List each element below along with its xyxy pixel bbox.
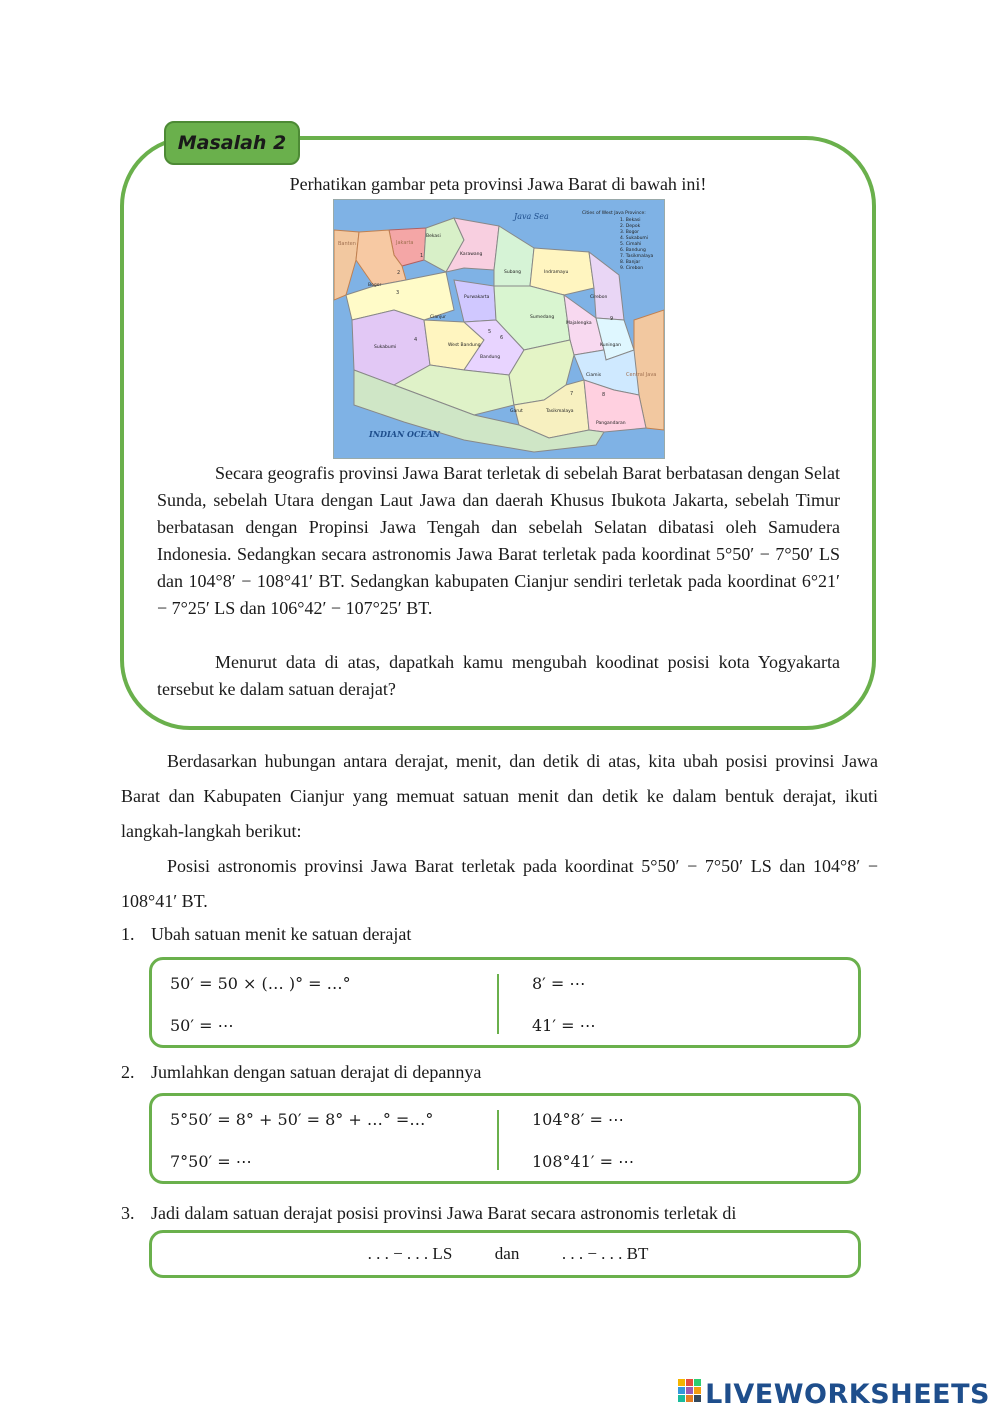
- answer-bt[interactable]: . . . − . . . BT: [561, 1244, 649, 1263]
- map-legend-title: Cities of West Java Province:: [582, 211, 646, 216]
- map-svg: [334, 200, 664, 458]
- svg-text:Jakarta: Jakarta: [396, 240, 414, 246]
- step-2-divider: [497, 1110, 499, 1170]
- body-paragraph-1: Berdasarkan hubungan antara derajat, menit, dan detik di atas, kita ubah posisi provinsi Jawa Barat dan Kabupaten Cianjur yang memuat satuan menit dan detik ke dalam bentuk derajat, ikuti langkah-langkah berikut:: [121, 751, 878, 841]
- svg-text:6. Bandung: 6. Bandung: [620, 248, 646, 253]
- svg-text:5. Cimahi: 5. Cimahi: [620, 242, 642, 247]
- logo-icon: [678, 1379, 702, 1410]
- svg-text:9. Cirebon: 9. Cirebon: [620, 266, 644, 271]
- step-2-left-line-2[interactable]: 7°50′ = ⋯: [170, 1152, 252, 1171]
- step-1-left-line-2[interactable]: 50′ = ⋯: [170, 1016, 234, 1035]
- step-1-answer-box[interactable]: [149, 957, 861, 1048]
- map-java-sea: Java Sea: [514, 212, 549, 221]
- brand-name: LIVEWORKSHEETS: [705, 1379, 990, 1410]
- svg-text:Sumedang: Sumedang: [530, 315, 555, 320]
- svg-text:Purwakarta: Purwakarta: [464, 295, 490, 300]
- step-2-right-line-1[interactable]: 104°8′ = ⋯: [532, 1110, 624, 1129]
- svg-text:8. Banjar: 8. Banjar: [620, 260, 641, 265]
- svg-text:4: 4: [414, 337, 418, 343]
- svg-text:Indramayu: Indramayu: [544, 270, 569, 275]
- svg-text:Bekasi: Bekasi: [426, 234, 441, 239]
- svg-text:Cirebon: Cirebon: [590, 295, 608, 300]
- svg-text:7: 7: [570, 391, 574, 397]
- answer-ls[interactable]: . . . − . . . LS: [367, 1244, 453, 1263]
- masalah-tab: [164, 121, 300, 165]
- svg-text:1. Bekasi: 1. Bekasi: [620, 218, 641, 223]
- step-2-right-line-2[interactable]: 108°41′ = ⋯: [532, 1152, 635, 1171]
- step-2-left-line-1[interactable]: 5°50′ = 8° + 50′ = 8° + …° =…°: [170, 1110, 434, 1129]
- svg-text:Ciamis: Ciamis: [586, 373, 602, 378]
- svg-text:Garut: Garut: [510, 409, 523, 414]
- masalah-paragraph-1: Secara geografis provinsi Jawa Barat terletak di sebelah Barat berbatasan dengan Selat Sunda, sebelah Utara dengan Laut Jawa dan daerah Khusus Ibukota Jakarta, sebelah Timur berbatasan dengan Propinsi Jawa Tengah dan sebelah Selatan dibatasi oleh Samudera Indonesia. Sedangkan secara astronomis Jawa Barat terletak pada koordinat 5°50′ − 7°50′ LS dan 104°8′ − 108°41′ BT. Sedangkan kabupaten Cianjur sendiri terletak pada koordinat 6°21′ − 7°25′ LS dan 106°42′ − 107°25′ BT.: [157, 463, 840, 618]
- svg-text:7. Tasikmalaya: 7. Tasikmalaya: [620, 254, 654, 259]
- masalah-paragraph-2: Menurut data di atas, dapatkah kamu mengubah koodinat posisi kota Yogyakarta tersebut ke dalam satuan derajat?: [157, 652, 840, 699]
- svg-text:Bandung: Bandung: [480, 355, 501, 360]
- svg-text:2. Depok: 2. Depok: [620, 224, 641, 229]
- svg-text:Karawang: Karawang: [460, 252, 483, 257]
- step-1-heading: 1. Ubah satuan menit ke satuan derajat: [121, 924, 412, 944]
- svg-text:Majalengka: Majalengka: [566, 321, 592, 326]
- svg-text:Subang: Subang: [504, 270, 522, 275]
- answer-dan: dan: [494, 1244, 520, 1263]
- svg-text:Pangandaran: Pangandaran: [596, 421, 626, 426]
- step-2-answer-box[interactable]: [149, 1093, 861, 1184]
- svg-text:Central Java: Central Java: [626, 372, 657, 378]
- svg-text:Tasikmalaya: Tasikmalaya: [546, 409, 574, 414]
- svg-text:Banten: Banten: [338, 241, 356, 247]
- svg-text:8: 8: [602, 392, 606, 398]
- west-java-map: [333, 199, 665, 459]
- svg-text:Kuningan: Kuningan: [600, 343, 621, 348]
- svg-text:Sukabumi: Sukabumi: [374, 345, 397, 350]
- svg-text:6: 6: [500, 335, 504, 341]
- svg-text:Bogor: Bogor: [368, 283, 382, 288]
- svg-text:5: 5: [488, 329, 492, 335]
- svg-text:3. Bogor: 3. Bogor: [620, 230, 640, 235]
- svg-text:2: 2: [397, 270, 401, 276]
- step-1-right-line-1[interactable]: 8′ = ⋯: [532, 974, 586, 993]
- step-3-answer-box[interactable]: [149, 1230, 861, 1278]
- map-indian-ocean: INDIAN OCEAN: [369, 429, 440, 439]
- masalah-tab-label: Masalah 2: [177, 132, 287, 154]
- svg-text:3: 3: [396, 290, 400, 296]
- step-2-heading: 2. Jumlahkan dengan satuan derajat di depannya: [121, 1062, 482, 1082]
- step-3-answer-line: [152, 1244, 864, 1264]
- step-3-heading: 3. Jadi dalam satuan derajat posisi provinsi Jawa Barat secara astronomis terletak di: [121, 1203, 737, 1223]
- step-1-divider: [497, 974, 499, 1034]
- svg-text:West Bandung: West Bandung: [448, 343, 481, 348]
- svg-text:9: 9: [610, 316, 614, 322]
- svg-text:1: 1: [420, 253, 424, 259]
- masalah-intro: Perhatikan gambar peta provinsi Jawa Barat di bawah ini!: [289, 174, 707, 194]
- step-1-right-line-2[interactable]: 41′ = ⋯: [532, 1016, 596, 1035]
- liveworksheets-logo: [678, 1378, 990, 1410]
- step-1-left-line-1[interactable]: 50′ = 50 × (… )° = …°: [170, 974, 351, 993]
- svg-text:4. Sukabumi: 4. Sukabumi: [620, 236, 649, 241]
- body-paragraph-2: Posisi astronomis provinsi Jawa Barat terletak pada koordinat 5°50′ − 7°50′ LS dan 104°8′ − 108°41′ BT.: [121, 856, 878, 911]
- svg-text:Cianjur: Cianjur: [430, 315, 446, 320]
